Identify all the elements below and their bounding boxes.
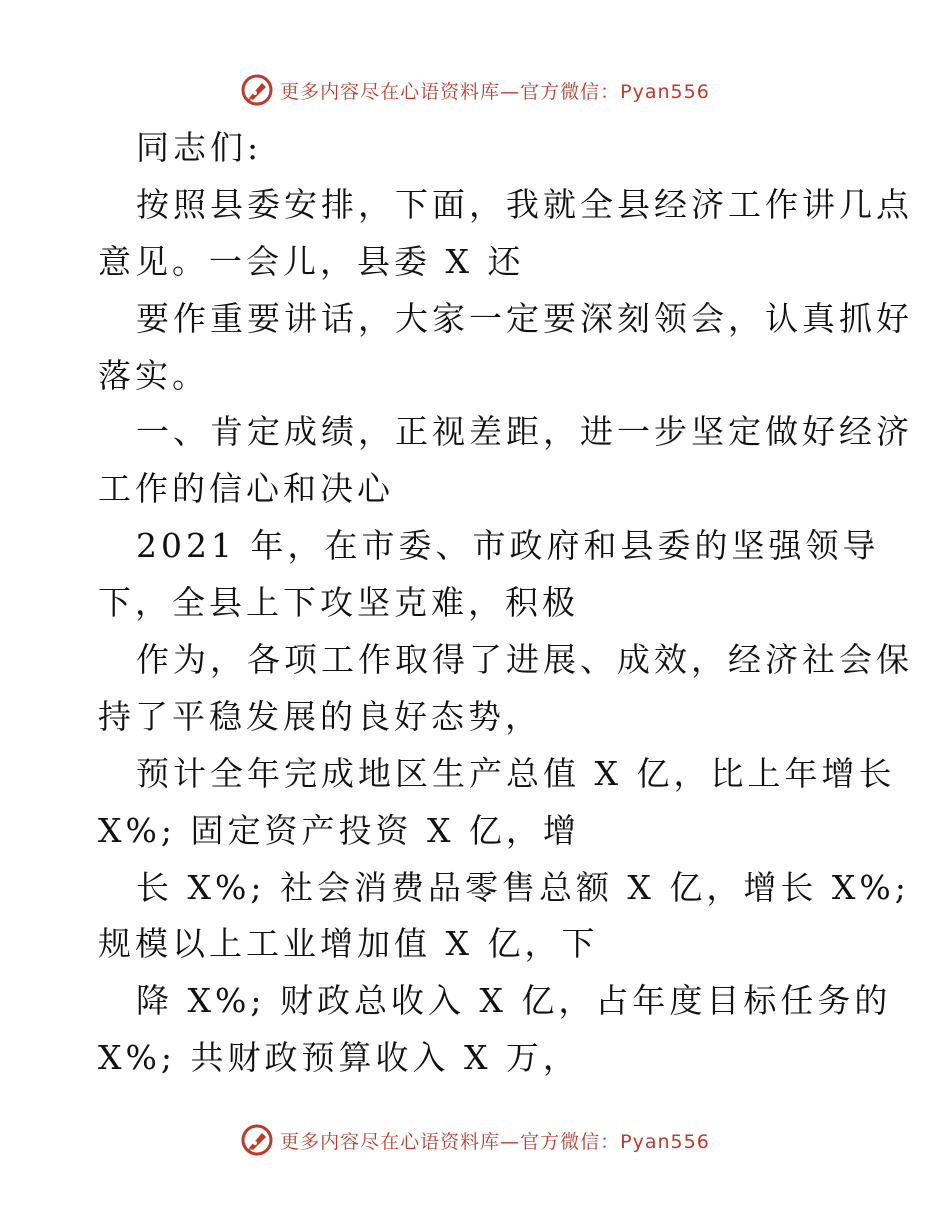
text-line: 按照县委安排，下面，我就全县经济工作讲几点 [136, 184, 913, 224]
text-line: 2021 年，在市委、市政府和县委的坚强领导 [136, 526, 880, 566]
text-line: 作为，各项工作取得了进展、成效，经济社会保 [136, 640, 913, 680]
text-line: 规模以上工业增加值 X 亿，下 [98, 924, 599, 964]
text-line: X%; 固定资产投资 X 亿，增 [98, 810, 580, 850]
pen-logo-icon [240, 73, 274, 107]
text-line: 一、肯定成绩，正视差距，进一步坚定做好经济 [136, 412, 913, 452]
text-line: 长 X%; 社会消费品零售总额 X 亿，增长 X%; [136, 867, 910, 907]
header-banner [0, 70, 950, 110]
text-line: 落实。 [98, 355, 209, 395]
text-line: 要作重要讲话，大家一定要深刻领会，认真抓好 [136, 298, 913, 338]
text-line: X%; 共财政预算收入 X 万， [98, 1038, 580, 1078]
footer-banner [0, 1120, 950, 1160]
pen-logo-icon [240, 1123, 274, 1157]
text-line: 持了平稳发展的良好态势， [98, 696, 542, 736]
text-line: 意见。一会儿，县委 X 还 [98, 241, 525, 281]
text-line: 下，全县上下攻坚克难，积极 [98, 583, 579, 623]
text-line: 同志们: [136, 128, 263, 167]
text-line: 预计全年完成地区生产总值 X 亿，比上年增长 [136, 753, 896, 793]
text-line: 工作的信心和决心 [98, 469, 394, 509]
document-body [98, 120, 913, 1087]
footer-banner-text: 更多内容尽在心语资料库—官方微信：Pyan556 [280, 1130, 710, 1153]
header-banner-text: 更多内容尽在心语资料库—官方微信：Pyan556 [280, 80, 710, 103]
text-line: 降 X%; 财政总收入 X 亿，占年度目标任务的 [136, 981, 892, 1021]
